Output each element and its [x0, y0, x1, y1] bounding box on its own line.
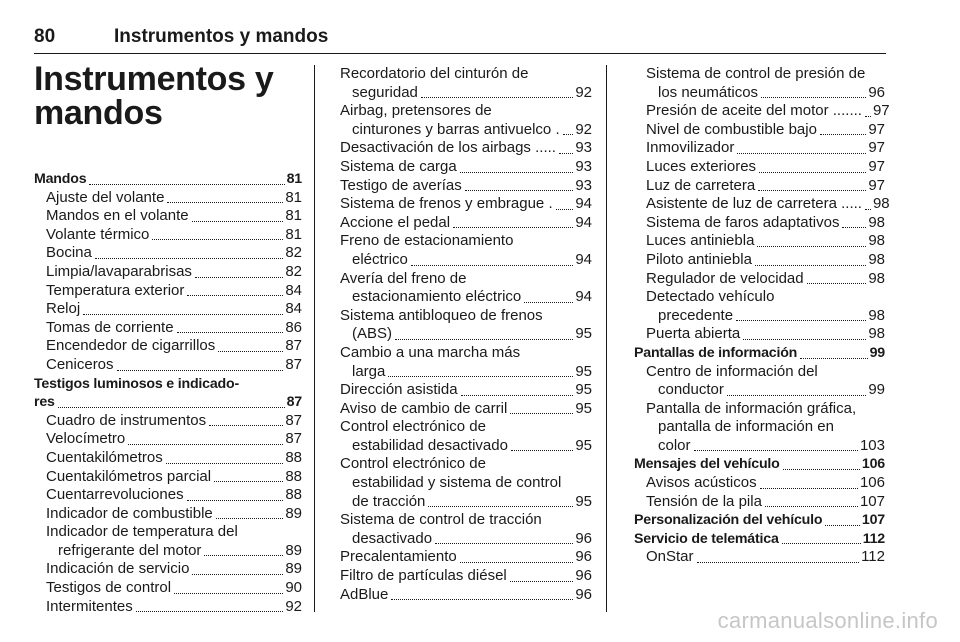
toc-page-number: 98: [868, 269, 885, 287]
toc-entry-title: Pantallas de información: [634, 344, 798, 361]
toc-page-number: 92: [285, 597, 302, 615]
toc-entry-title: Asistente de luz de carretera .....: [646, 195, 862, 213]
toc-page-number: 95: [575, 399, 592, 417]
toc-entry-title: Sistema de faros adaptativos: [646, 213, 840, 231]
dot-leader: [187, 500, 284, 501]
toc-entry-title: Inmovilizador: [646, 139, 735, 157]
toc-page-number: 97: [868, 157, 885, 175]
toc-entry[interactable]: [634, 102, 890, 121]
toc-page-number: 98: [868, 213, 885, 231]
toc-entry[interactable]: [340, 158, 592, 177]
toc-section-entry[interactable]: [34, 170, 302, 189]
dot-leader: [807, 283, 867, 284]
toc-entry-title: Mandos en el volante: [46, 207, 189, 225]
toc-entry[interactable]: [634, 195, 890, 214]
toc-column-1: [34, 170, 302, 616]
toc-entry-title: AdBlue: [340, 585, 389, 603]
dot-leader: [761, 97, 866, 98]
toc-entry-title: Luces antiniebla: [646, 232, 755, 250]
toc-entry[interactable]: [340, 567, 592, 586]
toc-entry[interactable]: [34, 412, 302, 431]
toc-page-number: 98: [868, 232, 885, 250]
toc-entry[interactable]: [340, 363, 592, 382]
toc-entry[interactable]: [634, 548, 885, 567]
toc-entry-title: Indicación de servicio: [46, 560, 190, 578]
dot-leader: [510, 413, 573, 414]
toc-entry-line: Recordatorio del cinturón de: [340, 65, 529, 82]
dot-leader: [128, 444, 283, 445]
toc-entry-title: Sistema de carga: [340, 157, 457, 175]
dot-leader: [765, 506, 858, 507]
toc-entry-title: Luz de carretera: [646, 176, 756, 194]
dot-leader: [177, 332, 284, 333]
toc-entry-title: Reloj: [46, 300, 81, 318]
dot-leader: [388, 376, 573, 377]
toc-page-number: 103: [859, 436, 885, 454]
toc-entry-title: Encendedor de cigarrillos: [46, 337, 216, 355]
toc-page-number: 107: [859, 492, 885, 510]
toc-column-2: [340, 65, 592, 604]
dot-leader: [218, 351, 283, 352]
toc-entry-title: Luces exteriores: [646, 157, 757, 175]
dot-leader: [783, 469, 860, 470]
toc-entry[interactable]: [634, 251, 885, 270]
toc-page-number: 96: [575, 585, 592, 603]
dot-leader: [755, 265, 866, 266]
toc-page-number: 88: [285, 467, 302, 485]
toc-entry-title: Tomas de corriente: [46, 318, 174, 336]
dot-leader: [556, 209, 574, 210]
toc-page-number: 89: [285, 541, 302, 559]
toc-page-number: 106: [859, 474, 885, 492]
dot-leader: [214, 481, 283, 482]
toc-entry-line: Indicador de temperatura del: [46, 523, 238, 541]
toc-entry[interactable]: [340, 195, 592, 214]
toc-page-number: 95: [575, 381, 592, 399]
dot-leader: [694, 450, 858, 451]
toc-entry-line: Airbag, pretensores de: [340, 102, 492, 120]
dot-leader: [192, 574, 283, 575]
toc-page-number: 88: [285, 448, 302, 466]
dot-leader: [759, 172, 866, 173]
page-number: 80: [34, 26, 56, 47]
dot-leader: [411, 265, 573, 266]
toc-entry-title: Testigo de averías: [340, 176, 462, 194]
toc-page-number: 87: [285, 430, 302, 448]
toc-page-number: 87: [286, 394, 302, 411]
toc-page-number: 89: [285, 504, 302, 522]
toc-entry-title: Precalentamiento: [340, 548, 457, 566]
toc-entry-title: Regulador de velocidad: [646, 269, 804, 287]
toc-entry-line: Detectado vehículo: [646, 288, 775, 306]
toc-page-number: 82: [285, 244, 302, 262]
dot-leader: [195, 277, 283, 278]
toc-entry-title: estabilidad desactivado: [352, 436, 508, 454]
toc-entry[interactable]: [34, 430, 302, 449]
toc-page-number: 94: [575, 250, 592, 268]
toc-entry-title: (ABS): [352, 325, 393, 343]
toc-page-number: 95: [575, 325, 592, 343]
toc-column-3: [634, 65, 890, 567]
toc-entry-title: Indicador de combustible: [46, 504, 213, 522]
toc-entry[interactable]: [340, 548, 592, 567]
running-title: Instrumentos y mandos: [114, 26, 329, 47]
toc-entry[interactable]: [340, 251, 592, 270]
toc-entry-title: precedente: [658, 306, 734, 324]
toc-entry-title: Accione el pedal: [340, 213, 451, 231]
toc-entry-title: Bocina: [46, 244, 92, 262]
toc-entry[interactable]: [340, 177, 592, 196]
toc-entry[interactable]: [634, 437, 885, 456]
toc-page-number: 93: [575, 157, 592, 175]
toc-page-number: 98: [872, 195, 890, 213]
toc-page-number: 81: [286, 171, 302, 187]
toc-page-number: 88: [285, 486, 302, 504]
dot-leader: [460, 562, 574, 563]
toc-entry-title: Desactivación de los airbags .....: [340, 139, 556, 157]
dot-leader: [760, 488, 858, 489]
dot-leader: [192, 221, 284, 222]
toc-entry[interactable]: [634, 214, 885, 233]
toc-entry-title: larga: [352, 362, 386, 380]
toc-page-number: 96: [575, 529, 592, 547]
toc-entry[interactable]: [34, 300, 302, 319]
toc-entry[interactable]: [34, 337, 302, 356]
dot-leader: [204, 555, 283, 556]
toc-entry[interactable]: [340, 121, 592, 140]
toc-entry-title: los neumáticos: [658, 83, 759, 101]
toc-page-number: 95: [575, 436, 592, 454]
dot-leader: [727, 395, 866, 396]
toc-entry[interactable]: [34, 449, 302, 468]
toc-page-number: 112: [862, 530, 885, 547]
toc-entry[interactable]: [34, 560, 302, 579]
dot-leader: [117, 370, 284, 371]
toc-entry[interactable]: [34, 282, 302, 301]
toc-entry[interactable]: [340, 139, 592, 158]
toc-page-number: 86: [285, 318, 302, 336]
toc-section-entry[interactable]: [634, 530, 885, 549]
toc-entry-title: Presión de aceite del motor .......: [646, 102, 862, 120]
toc-entry[interactable]: [34, 468, 302, 487]
toc-entry-line: pantalla de información en: [658, 418, 834, 436]
toc-page-number: 97: [868, 139, 885, 157]
toc-page-number: 106: [861, 456, 885, 473]
toc-entry[interactable]: [34, 207, 302, 226]
toc-entry-title: Piloto antiniebla: [646, 250, 752, 268]
toc-entry[interactable]: [340, 400, 592, 419]
toc-page-number: 87: [285, 411, 302, 429]
toc-entry[interactable]: [634, 84, 885, 103]
column-divider: [606, 65, 607, 612]
dot-leader: [83, 314, 283, 315]
toc-page-number: 98: [868, 250, 885, 268]
toc-entry-line: Sistema de control de presión de: [646, 65, 866, 82]
toc-entry[interactable]: [34, 598, 302, 617]
toc-page-number: 81: [285, 188, 302, 206]
toc-entry[interactable]: [634, 270, 885, 289]
toc-entry[interactable]: [34, 579, 302, 598]
toc-entry-line: Sistema de control de tracción: [340, 511, 542, 529]
toc-entry-line: Cambio a una marcha más: [340, 343, 521, 361]
toc-entry-title: Aviso de cambio de carril: [340, 399, 508, 417]
toc-entry[interactable]: [34, 189, 302, 208]
toc-page-number: 97: [872, 102, 890, 120]
toc-entry-title: estacionamiento eléctrico: [352, 288, 522, 306]
toc-entry[interactable]: [340, 437, 592, 456]
toc-entry-title: Filtro de partículas diésel: [340, 567, 507, 585]
toc-entry[interactable]: [340, 84, 592, 103]
toc-entry-title: Tensión de la pila: [646, 492, 762, 510]
toc-entry[interactable]: [34, 486, 302, 505]
toc-section-entry: Testigos luminosos e indicado-: [34, 375, 239, 392]
toc-page-number: 82: [285, 262, 302, 280]
toc-entry-title: Avisos acústicos: [646, 474, 757, 492]
toc-entry-title: Sistema de frenos y embrague .: [340, 195, 553, 213]
dot-leader: [563, 134, 574, 135]
toc-entry-title: cinturones y barras antivuelco .: [352, 120, 560, 138]
dot-leader: [152, 239, 283, 240]
toc-page-number: 97: [868, 120, 885, 138]
toc-entry[interactable]: [340, 288, 592, 307]
dot-leader: [136, 611, 284, 612]
toc-page-number: 90: [285, 579, 302, 597]
toc-entry-title: OnStar: [646, 548, 694, 566]
dot-leader: [428, 506, 573, 507]
toc-entry[interactable]: [340, 381, 592, 400]
dot-leader: [95, 258, 283, 259]
toc-page-number: 95: [575, 362, 592, 380]
dot-leader: [166, 463, 284, 464]
toc-entry-line: Pantalla de información gráfica,: [646, 399, 857, 417]
toc-entry-line: Centro de información del: [646, 362, 818, 380]
toc-section-entry[interactable]: [634, 455, 885, 474]
dot-leader: [453, 227, 573, 228]
toc-entry[interactable]: [340, 530, 592, 549]
toc-entry[interactable]: [34, 505, 302, 524]
toc-page-number: 107: [861, 512, 885, 529]
toc-entry[interactable]: [634, 139, 885, 158]
toc-section-entry[interactable]: [634, 344, 885, 363]
toc-entry-title: Volante térmico: [46, 225, 150, 243]
dot-leader: [524, 302, 573, 303]
toc-entry-title: Cuentakilómetros: [46, 448, 163, 466]
toc-entry[interactable]: [340, 586, 592, 605]
dot-leader: [174, 593, 283, 594]
dot-leader: [89, 184, 284, 185]
dot-leader: [510, 581, 574, 582]
column-divider: [314, 65, 315, 612]
toc-entry[interactable]: [34, 244, 302, 263]
dot-leader: [865, 209, 871, 210]
dot-leader: [187, 295, 283, 296]
toc-entry-line: Sistema antibloqueo de frenos: [340, 306, 543, 324]
toc-page-number: 84: [285, 281, 302, 299]
toc-entry[interactable]: [634, 232, 885, 251]
toc-entry-title: Velocímetro: [46, 430, 126, 448]
toc-entry[interactable]: [634, 474, 885, 493]
toc-entry-title: refrigerante del motor: [58, 541, 202, 559]
dot-leader: [209, 425, 283, 426]
dot-leader: [391, 599, 573, 600]
dot-leader: [825, 525, 860, 526]
toc-entry[interactable]: [634, 121, 885, 140]
page-header: [34, 26, 886, 54]
dot-leader: [757, 246, 866, 247]
toc-entry-title: Cuentakilómetros parcial: [46, 467, 212, 485]
dot-leader: [395, 339, 573, 340]
toc-entry[interactable]: [34, 226, 302, 245]
toc-entry-title: Temperatura exterior: [46, 281, 185, 299]
dot-leader: [737, 153, 866, 154]
dot-leader: [216, 518, 284, 519]
toc-page-number: 97: [868, 176, 885, 194]
toc-entry[interactable]: [634, 325, 885, 344]
toc-entry-title: Testigos de control: [46, 579, 172, 597]
toc-page-number: 98: [868, 325, 885, 343]
dot-leader: [743, 339, 866, 340]
toc-entry-line: Freno de estacionamiento: [340, 232, 514, 250]
toc-entry-title: res: [34, 394, 55, 411]
toc-entry[interactable]: [634, 177, 885, 196]
toc-page-number: 99: [868, 381, 885, 399]
toc-entry[interactable]: [634, 307, 885, 326]
toc-entry[interactable]: [34, 263, 302, 282]
toc-entry-title: Ajuste del volante: [46, 188, 165, 206]
toc-entry-title: Intermitentes: [46, 597, 133, 615]
toc-entry-title: Cuentarrevoluciones: [46, 486, 184, 504]
toc-page-number: 94: [575, 195, 592, 213]
toc-entry-title: Mandos: [34, 171, 87, 187]
toc-entry-line: estabilidad y sistema de control: [352, 474, 562, 492]
toc-page-number: 84: [285, 300, 302, 318]
toc-entry-line: Avería del freno de: [340, 269, 467, 287]
dot-leader: [167, 202, 283, 203]
toc-entry-title: Cuadro de instrumentos: [46, 411, 207, 429]
toc-entry[interactable]: [634, 158, 885, 177]
dot-leader: [435, 543, 573, 544]
toc-entry-title: conductor: [658, 381, 724, 399]
chapter-title-line: mandos: [34, 94, 163, 132]
chapter-title: [34, 62, 304, 130]
toc-page-number: 94: [575, 288, 592, 306]
dot-leader: [559, 153, 573, 154]
toc-entry[interactable]: [634, 493, 885, 512]
toc-entry-title: Servicio de telemática: [634, 530, 779, 547]
dot-leader: [842, 227, 866, 228]
toc-entry-title: Nivel de combustible bajo: [646, 120, 817, 138]
toc-entry-title: eléctrico: [352, 250, 408, 268]
toc-entry-title: Personalización del vehículo: [634, 512, 823, 529]
toc-page-number: 92: [575, 120, 592, 138]
chapter-title-line: Instrumentos y: [34, 60, 274, 98]
toc-page-number: 87: [285, 337, 302, 355]
dot-leader: [697, 562, 860, 563]
toc-entry-title: Puerta abierta: [646, 325, 741, 343]
toc-entry[interactable]: [340, 325, 592, 344]
toc-section-entry[interactable]: [34, 393, 302, 412]
dot-leader: [865, 116, 871, 117]
toc-entry-title: de tracción: [352, 492, 426, 510]
toc-entry-title: seguridad: [352, 83, 418, 101]
toc-entry[interactable]: [340, 493, 592, 512]
toc-page-number: 81: [285, 225, 302, 243]
toc-page-number: 89: [285, 560, 302, 578]
toc-entry-title: Ceniceros: [46, 355, 114, 373]
dot-leader: [511, 450, 573, 451]
toc-entry-title: color: [658, 436, 691, 454]
toc-page-number: 94: [575, 213, 592, 231]
dot-leader: [460, 172, 574, 173]
watermark-text: carmanualsonline.info: [717, 608, 938, 633]
toc-page-number: 93: [575, 176, 592, 194]
toc-entry-line: Control electrónico de: [340, 418, 486, 436]
toc-page-number: 92: [575, 83, 592, 101]
toc-page-number: 96: [868, 83, 885, 101]
dot-leader: [758, 190, 866, 191]
toc-entry-title: desactivado: [352, 529, 433, 547]
toc-entry-title: Mensajes del vehículo: [634, 456, 780, 473]
toc-entry-line: Control electrónico de: [340, 455, 486, 473]
toc-entry[interactable]: [34, 356, 302, 375]
toc-page-number: 93: [575, 139, 592, 157]
dot-leader: [461, 395, 574, 396]
toc-entry[interactable]: [634, 381, 885, 400]
dot-leader: [800, 358, 867, 359]
toc-page-number: 95: [575, 492, 592, 510]
dot-leader: [465, 190, 574, 191]
toc-section-entry[interactable]: [634, 511, 885, 530]
toc-entry[interactable]: [340, 214, 592, 233]
toc-page-number: 81: [285, 207, 302, 225]
dot-leader: [820, 134, 866, 135]
toc-page-number: 98: [868, 306, 885, 324]
toc-page-number: 87: [285, 355, 302, 373]
toc-page-number: 96: [575, 548, 592, 566]
toc-entry[interactable]: [34, 542, 302, 561]
dot-leader: [421, 97, 573, 98]
toc-entry[interactable]: [34, 319, 302, 338]
toc-page-number: 112: [861, 548, 885, 566]
toc-entry-title: Dirección asistida: [340, 381, 458, 399]
dot-leader: [782, 543, 861, 544]
toc-page-number: 99: [869, 344, 885, 361]
toc-page-number: 96: [575, 567, 592, 585]
toc-entry-title: Limpia/lavaparabrisas: [46, 262, 192, 280]
dot-leader: [58, 407, 285, 408]
dot-leader: [736, 320, 866, 321]
